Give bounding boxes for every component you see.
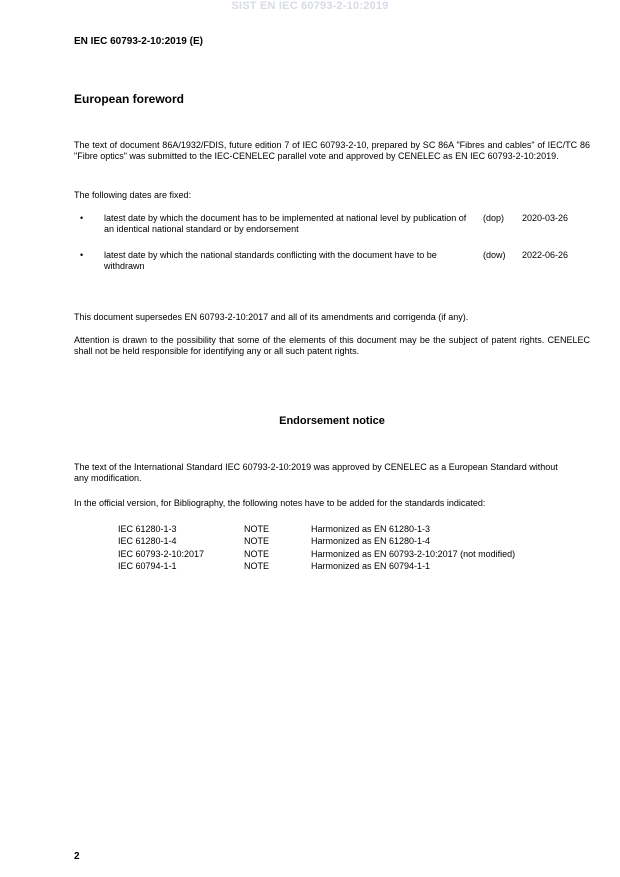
note-standard: IEC 61280-1-3 — [118, 524, 177, 534]
foreword-heading: European foreword — [74, 92, 185, 106]
date-value: 2022-06-26 — [522, 250, 569, 260]
document-id-header: EN IEC 60793-2-10:2019 (E) — [74, 36, 203, 47]
bibliography-notes — [118, 524, 578, 573]
dates-intro: The following dates are fixed: — [74, 190, 192, 200]
date-row-dow — [74, 250, 590, 274]
note-standard: IEC 61280-1-4 — [118, 536, 177, 547]
date-description: latest date by which the national standards conflicting with the document have to be withdrawn — [104, 250, 437, 271]
endorsement-paragraph: The text of the International Standard IEC 60793-2-10:2019 was approved by CENELEC as a European Standard without any modification. — [74, 462, 558, 483]
note-label: NOTE — [244, 524, 270, 534]
endorsement-heading: Endorsement notice — [279, 415, 385, 427]
date-code: (dow) — [483, 250, 506, 260]
date-value: 2020-03-26 — [522, 213, 569, 223]
note-standard: IEC 60793-2-10:2017 — [118, 548, 205, 559]
note-row — [118, 561, 578, 573]
attention-paragraph: Attention is drawn to the possibility that some of the elements of this document may be the subject of patent rights. CENELEC shall not be held responsible for identifying any or all such patent rights. — [74, 335, 590, 356]
bullet: • — [80, 213, 84, 223]
note-harmonized: Harmonized as EN 60793-2-10:2017 (not modified) — [311, 548, 516, 559]
note-label: NOTE — [244, 536, 270, 547]
watermark: SIST EN IEC 60793-2-10:2019 — [231, 0, 389, 12]
supersedes-paragraph: This document supersedes EN 60793-2-10:2017 and all of its amendments and corrigenda (if any). — [74, 312, 469, 322]
official-version-paragraph: In the official version, for Bibliography, the following notes have to be added for the standards indicated: — [74, 498, 486, 508]
note-label: NOTE — [244, 560, 270, 571]
page-number: 2 — [74, 851, 80, 862]
foreword-paragraph: The text of document 86A/1932/FDIS, future edition 7 of IEC 60793-2-10, prepared by SC 86A "Fibres and cables" of IEC/TC 86 "Fibre optics" was submitted to the IEC-CENELEC parallel vote and approved by CENELEC as EN IEC 60793-2-10:2019. — [74, 140, 590, 161]
note-label: NOTE — [244, 548, 270, 559]
date-description: latest date by which the document has to be implemented at national level by publication of an identical national standard or by endorsement — [104, 213, 467, 234]
note-harmonized: Harmonized as EN 61280-1-4 — [311, 536, 431, 547]
note-row — [118, 536, 578, 548]
date-code: (dop) — [483, 213, 505, 223]
note-standard: IEC 60794-1-1 — [118, 560, 177, 571]
date-row-dop — [74, 213, 590, 237]
note-row — [118, 524, 578, 536]
note-row — [118, 549, 578, 561]
note-harmonized: Harmonized as EN 60794-1-1 — [311, 560, 431, 571]
note-harmonized: Harmonized as EN 61280-1-3 — [311, 524, 431, 534]
bullet: • — [80, 250, 84, 260]
